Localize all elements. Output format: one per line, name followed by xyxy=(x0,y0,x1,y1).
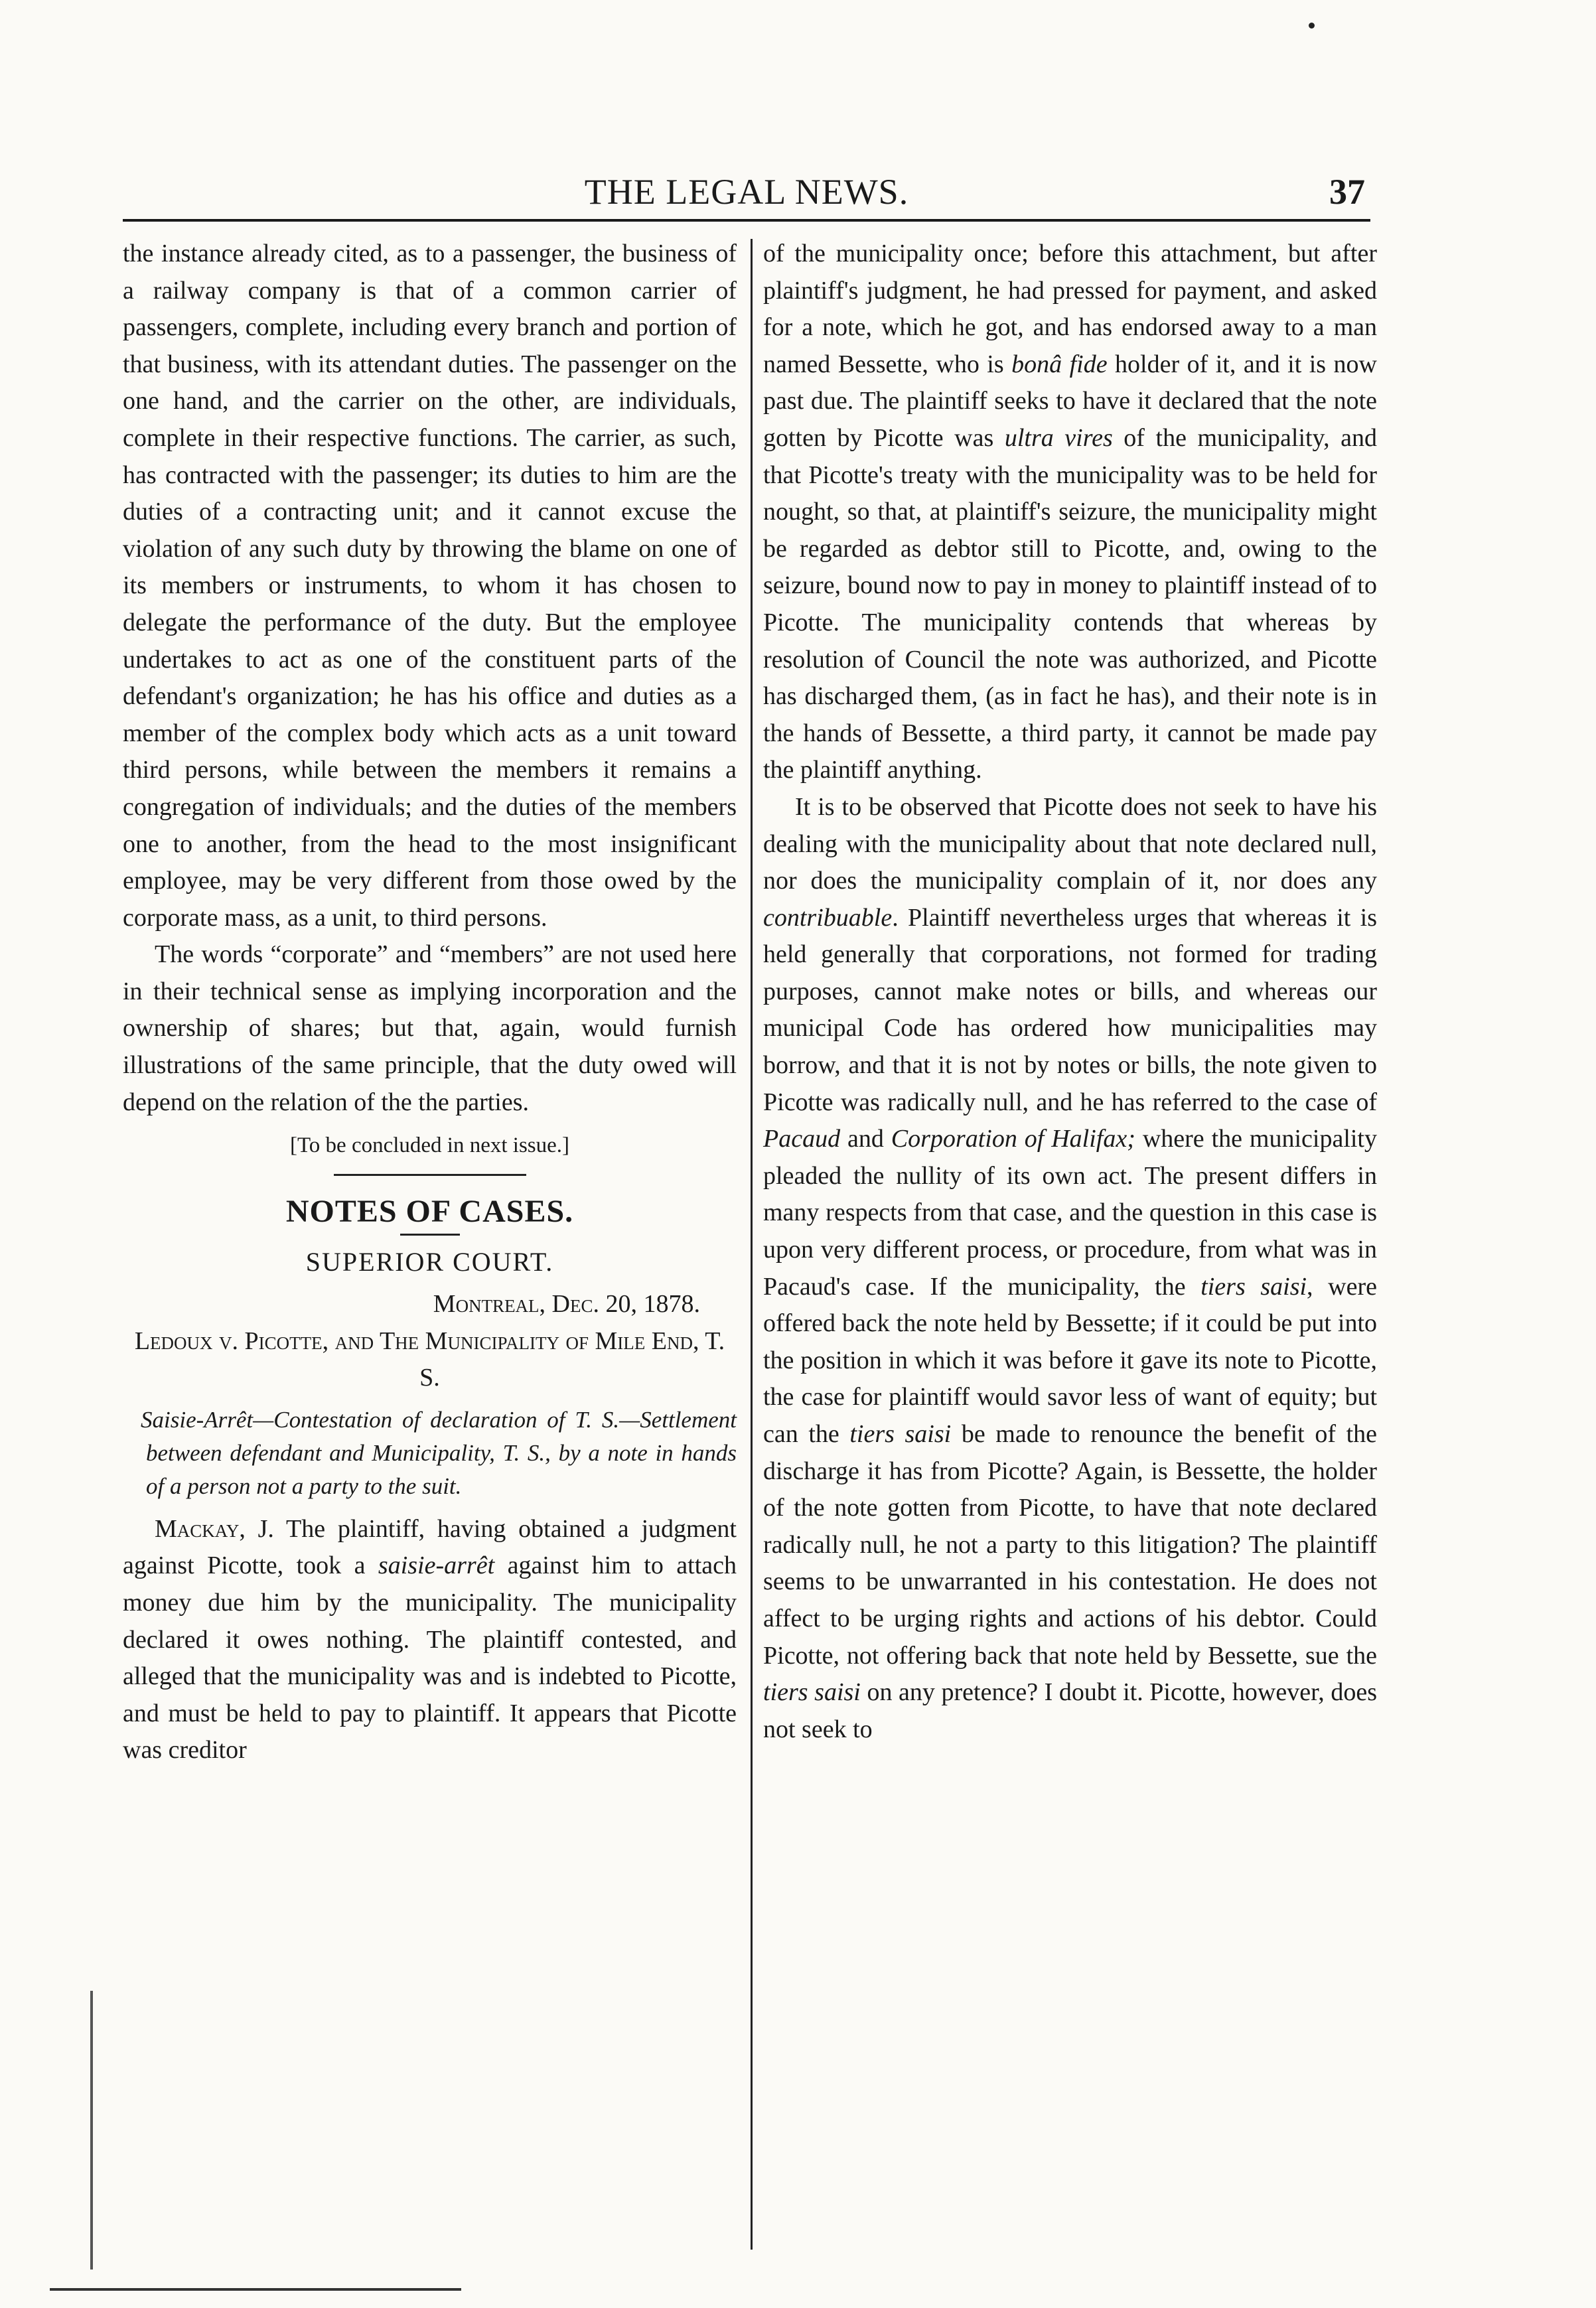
opinion-text-continued: against him to attach money due him by the municipality. The municipality declared it owes nothing. The plaintiff contested, and alleged that the municipality was and is indebted to Picotte, and must be held to pay to plaintiff. It appears that Picotte was creditor xyxy=(123,1551,737,1765)
page-number: 37 xyxy=(1329,172,1365,212)
paragraph-note-history xyxy=(763,236,1377,789)
text-run: of the municipality, and that Picotte's treaty with the municipality was to be held for nought, so that, at plaintiff's seizure, the municipality might be regarded as debtor still to Picotte, and, owing to the seizure, bound now to pay in money to plaintiff instead of to Picotte. The municipality contends that whereas by resolution of Council the note was authorized, and Picotte has discharged them, (as in fact he has), and their note is in the hands of Bessette, a third party, it cannot be made pay the plaintiff anything. xyxy=(763,423,1378,784)
text-run: holder of it, and it is now past due. The plaintiff seeks to have it declared that the note gotten by Picotte was xyxy=(763,350,1378,452)
right-column xyxy=(763,236,1377,1748)
italic-term: tiers saisi xyxy=(763,1678,861,1707)
section-divider xyxy=(334,1174,526,1176)
section-title: NOTES OF CASES. xyxy=(285,1193,574,1229)
paragraph-corporate-members: The words “corporate” and “members” are not used here in their technical sense as implying incorporation and the ownership of shares; but that, again, would furnish illustrations of the same principle, that the duty owed will depend on the relation of the the parties. xyxy=(123,940,737,1116)
text-run: of the municipality once; before this attachment, but after plaintiff's judgment, he had pressed for payment, and asked for a note, which he got, and has endorsed away to a man named Bessette, who is xyxy=(763,240,1377,378)
italic-term: ultra vires xyxy=(1004,423,1113,452)
place-date: Montreal, Dec. 20, 1878. xyxy=(433,1290,700,1319)
italic-term: Pacaud xyxy=(763,1125,841,1153)
text-run: It is to be observed that Picotte does not seek to have his dealing with the municipality about that note declared null, nor does the municipality complain of it, nor does any xyxy=(763,792,1377,895)
column-divider xyxy=(751,239,753,2250)
text-run: be made to renounce the benefit of the discharge it has from Picotte? Again, is Bessette, the holder of the note gotten from Picotte, to have that note declared radically null, he not a party to this litigation? The plaintiff seems to be unwarranted in his contestation. He does not affect to be urging rights and actions of his debtor. Could Picotte, not offering back that note held by Bessette, sue the xyxy=(763,1420,1377,1670)
case-parties: Ledoux v. Picotte, and The Municipality of Mile End, T. S. xyxy=(134,1327,725,1392)
case-headnote: Saisie-Arrêt—Contestation of declaration of T. S.—Settlement between defendant and Municipality, T. S., by a note in hands of a person not a party to the suit. xyxy=(141,1406,737,1499)
left-column xyxy=(123,236,737,1769)
running-header xyxy=(123,159,1370,212)
italic-term: contribuable xyxy=(763,903,893,932)
text-run: . Plaintiff nevertheless urges that whereas it is held generally that corporations, not formed for trading purposes, cannot make notes or bills, and whereas our municipal Code has ordered how municipalities may borrow, and that it is not by notes or bills, the note given to Picotte was radically null, and he has referred to the case of xyxy=(763,903,1377,1116)
header-rule xyxy=(123,219,1370,222)
paragraph-carrier-duties: the instance already cited, as to a passenger, the business of a railway company is that of a common carrier of passengers, complete, including every branch and portion of that business, with its attendant duties. The passenger on the one hand, and the carrier on the other, are individuals, complete in their respective functions. The carrier, as such, has contracted with the passenger; its duties to him are the duties of a contracting unit; and it cannot excuse the violation of any such duty by throwing the blame on one of its members or instruments, to whom it has chosen to delegate the performance of the duty. But the employee undertakes to act as one of the constituent parts of the defendant's organization; he has his office and duties as a member of the complex body which acts as a unit toward third persons, while between the members it remains a congregation of individuals; and the duties of the members one to another, from the head to the most insignificant employee, may be very different from those owed by the corporate mass, as a unit, to third persons. xyxy=(123,240,737,932)
ink-dot xyxy=(1309,23,1315,29)
italic-term: bonâ fide xyxy=(1011,350,1108,378)
title-divider xyxy=(400,1234,460,1236)
opinion-paragraph xyxy=(123,1511,737,1769)
text-run: , were offered back the note held by Bessette; if it could be put into the position in which it was before it gave its note to Picotte, the case for plaintiff would savor less of want of equity; but can the xyxy=(763,1272,1377,1448)
opinion-text: The plaintiff, having obtained a judgment against Picotte, took a xyxy=(123,1514,737,1580)
continuation-note: [To be concluded in next issue.] xyxy=(289,1133,570,1158)
text-run: where the municipality pleaded the nullity of its own act. The present differs in many respects from that case, and the question in this case is upon very different process, or procedure, from what was in Pacaud's case. If the municipality, the xyxy=(763,1125,1377,1301)
text-run: and xyxy=(840,1125,891,1153)
judge-name: Mackay, J. xyxy=(155,1514,274,1543)
court-name: SUPERIOR COURT. xyxy=(305,1247,554,1277)
italic-term: tiers saisi xyxy=(849,1420,952,1448)
opinion-term: saisie-arrêt xyxy=(378,1551,495,1580)
paragraph-analysis xyxy=(763,789,1377,1748)
footer-rule xyxy=(50,2288,461,2291)
text-run: on any pretence? I doubt it. Picotte, however, does not seek to xyxy=(763,1678,1377,1743)
scan-edge-mark xyxy=(90,1991,93,2270)
journal-title: THE LEGAL NEWS. xyxy=(584,172,909,212)
italic-term: tiers saisi xyxy=(1200,1272,1307,1301)
italic-term: Corporation of Halifax; xyxy=(891,1125,1135,1153)
